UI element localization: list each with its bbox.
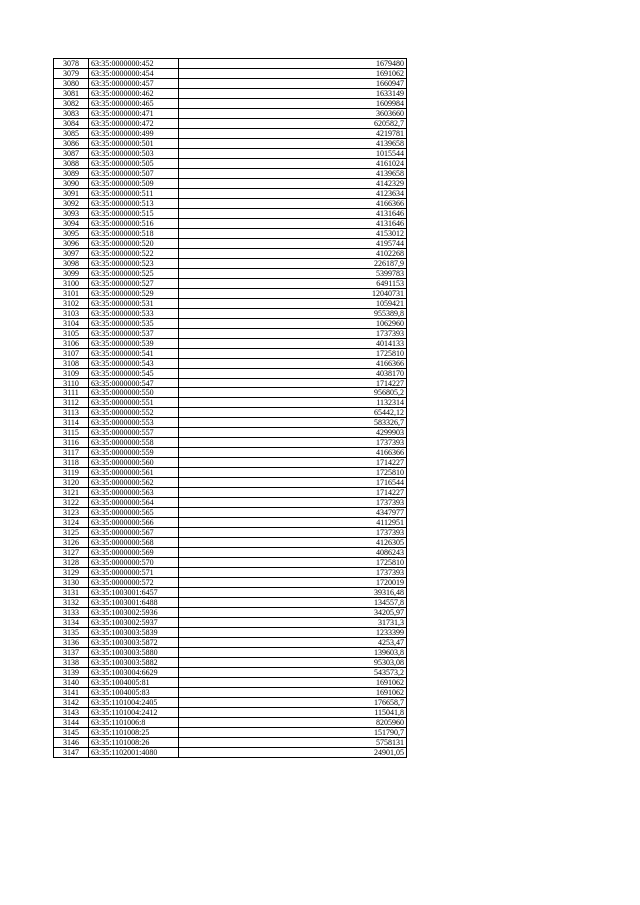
row-number-cell: 3131 [54,588,89,598]
value-cell: 4112951 [179,518,407,528]
row-number-cell: 3082 [54,98,89,108]
cadastral-number-cell: 63:35:0000000:522 [89,248,179,258]
value-cell: 4126305 [179,538,407,548]
table-row [54,538,407,548]
row-number-cell: 3104 [54,318,89,328]
table-row [54,298,407,308]
row-number-cell: 3142 [54,698,89,708]
table-row [54,128,407,138]
row-number-cell: 3147 [54,747,89,757]
cadastral-number-cell: 63:35:0000000:507 [89,168,179,178]
table-row [54,368,407,378]
row-number-cell: 3143 [54,707,89,717]
row-number-cell: 3146 [54,737,89,747]
cadastral-number-cell: 63:35:1101006:8 [89,717,179,727]
table-row [54,727,407,737]
table-row [54,88,407,98]
table-row [54,658,407,668]
value-cell: 4166366 [179,358,407,368]
row-number-cell: 3078 [54,59,89,69]
cadastral-number-cell: 63:35:0000000:543 [89,358,179,368]
cadastral-number-cell: 63:35:0000000:572 [89,578,179,588]
cadastral-number-cell: 63:35:0000000:501 [89,138,179,148]
table-row [54,428,407,438]
table-row [54,238,407,248]
cadastral-number-cell: 63:35:0000000:571 [89,568,179,578]
value-cell: 151790,7 [179,727,407,737]
value-cell: 1720019 [179,578,407,588]
row-number-cell: 3092 [54,198,89,208]
row-number-cell: 3127 [54,548,89,558]
value-cell: 12040731 [179,288,407,298]
row-number-cell: 3112 [54,398,89,408]
value-cell: 39316,48 [179,588,407,598]
cadastral-number-cell: 63:35:1101004:2405 [89,698,179,708]
value-cell: 1714227 [179,458,407,468]
value-cell: 4347977 [179,508,407,518]
table-row [54,318,407,328]
row-number-cell: 3117 [54,448,89,458]
row-number-cell: 3087 [54,148,89,158]
value-cell: 3603660 [179,108,407,118]
value-cell: 1633149 [179,88,407,98]
cadastral-number-cell: 63:35:0000000:471 [89,108,179,118]
row-number-cell: 3107 [54,348,89,358]
row-number-cell: 3135 [54,628,89,638]
value-cell: 1691062 [179,68,407,78]
table-row [54,138,407,148]
cadastral-number-cell: 63:35:0000000:472 [89,118,179,128]
value-cell: 95303,08 [179,658,407,668]
table-row [54,108,407,118]
table-row [54,118,407,128]
table-row [54,98,407,108]
row-number-cell: 3099 [54,268,89,278]
cadastral-number-cell: 63:35:0000000:562 [89,478,179,488]
cadastral-number-cell: 63:35:1003004:6629 [89,668,179,678]
row-number-cell: 3116 [54,438,89,448]
row-number-cell: 3102 [54,298,89,308]
row-number-cell: 3138 [54,658,89,668]
table-row [54,208,407,218]
table-row [54,188,407,198]
row-number-cell: 3095 [54,228,89,238]
value-cell: 8205960 [179,717,407,727]
value-cell: 4153012 [179,228,407,238]
value-cell: 4139658 [179,168,407,178]
row-number-cell: 3110 [54,378,89,388]
value-cell: 134557,8 [179,598,407,608]
table-row [54,598,407,608]
table-row [54,498,407,508]
value-cell: 5758131 [179,737,407,747]
cadastral-number-cell: 63:35:0000000:558 [89,438,179,448]
cadastral-number-cell: 63:35:0000000:531 [89,298,179,308]
value-cell: 139603,8 [179,648,407,658]
value-cell: 1737393 [179,438,407,448]
table-row [54,448,407,458]
cadastral-number-cell: 63:35:0000000:560 [89,458,179,468]
cadastral-number-cell: 63:35:0000000:535 [89,318,179,328]
cadastral-number-cell: 63:35:1003001:6488 [89,598,179,608]
row-number-cell: 3101 [54,288,89,298]
value-cell: 4253,47 [179,638,407,648]
table-row [54,568,407,578]
table-row [54,248,407,258]
table-row [54,747,407,757]
cadastral-number-cell: 63:35:0000000:465 [89,98,179,108]
value-cell: 1714227 [179,378,407,388]
cadastral-number-cell: 63:35:0000000:511 [89,188,179,198]
cadastral-number-cell: 63:35:0000000:537 [89,328,179,338]
row-number-cell: 3130 [54,578,89,588]
cadastral-number-cell: 63:35:0000000:516 [89,218,179,228]
cadastral-number-cell: 63:35:0000000:529 [89,288,179,298]
value-cell: 1609984 [179,98,407,108]
value-cell: 4142329 [179,178,407,188]
cadastral-number-cell: 63:35:1003003:5872 [89,638,179,648]
value-cell: 4086243 [179,548,407,558]
cadastral-number-cell: 63:35:0000000:505 [89,158,179,168]
cadastral-number-cell: 63:35:0000000:520 [89,238,179,248]
table-row [54,608,407,618]
cadastral-number-cell: 63:35:0000000:565 [89,508,179,518]
cadastral-value-table [53,58,407,758]
row-number-cell: 3106 [54,338,89,348]
value-cell: 1059421 [179,298,407,308]
value-cell: 620582,7 [179,118,407,128]
cadastral-number-cell: 63:35:0000000:452 [89,59,179,69]
table-row [54,168,407,178]
table-row [54,717,407,727]
table-row [54,678,407,688]
cadastral-number-cell: 63:35:0000000:561 [89,468,179,478]
row-number-cell: 3111 [54,388,89,398]
value-cell: 1716544 [179,478,407,488]
value-cell: 65442,12 [179,408,407,418]
cadastral-number-cell: 63:35:0000000:525 [89,268,179,278]
table-row [54,388,407,398]
value-cell: 5399783 [179,268,407,278]
cadastral-number-cell: 63:35:0000000:462 [89,88,179,98]
cadastral-number-cell: 63:35:1003003:5839 [89,628,179,638]
row-number-cell: 3125 [54,528,89,538]
cadastral-number-cell: 63:35:0000000:563 [89,488,179,498]
value-cell: 4161024 [179,158,407,168]
table-row [54,348,407,358]
table-row [54,158,407,168]
value-cell: 1725810 [179,558,407,568]
row-number-cell: 3115 [54,428,89,438]
cadastral-number-cell: 63:35:0000000:569 [89,548,179,558]
row-number-cell: 3084 [54,118,89,128]
table-row [54,698,407,708]
table-row [54,278,407,288]
table-row [54,548,407,558]
value-cell: 1691062 [179,678,407,688]
value-cell: 4195744 [179,238,407,248]
table-row [54,358,407,368]
row-number-cell: 3133 [54,608,89,618]
value-cell: 4014133 [179,338,407,348]
value-cell: 226187,9 [179,258,407,268]
row-number-cell: 3129 [54,568,89,578]
cadastral-number-cell: 63:35:1102001:4080 [89,747,179,757]
table-row [54,688,407,698]
value-cell: 4131646 [179,208,407,218]
row-number-cell: 3090 [54,178,89,188]
row-number-cell: 3105 [54,328,89,338]
table-row [54,218,407,228]
cadastral-number-cell: 63:35:0000000:533 [89,308,179,318]
value-cell: 4123634 [179,188,407,198]
row-number-cell: 3085 [54,128,89,138]
value-cell: 1714227 [179,488,407,498]
cadastral-number-cell: 63:35:0000000:552 [89,408,179,418]
row-number-cell: 3140 [54,678,89,688]
row-number-cell: 3126 [54,538,89,548]
table-row [54,737,407,747]
value-cell: 4139658 [179,138,407,148]
cadastral-number-cell: 63:35:0000000:515 [89,208,179,218]
cadastral-number-cell: 63:35:0000000:527 [89,278,179,288]
cadastral-number-cell: 63:35:0000000:566 [89,518,179,528]
value-cell: 24901,05 [179,747,407,757]
cadastral-number-cell: 63:35:1004005:81 [89,678,179,688]
value-cell: 4102268 [179,248,407,258]
table-row [54,59,407,69]
table-row [54,68,407,78]
value-cell: 955389,8 [179,308,407,318]
row-number-cell: 3118 [54,458,89,468]
value-cell: 1737393 [179,328,407,338]
row-number-cell: 3086 [54,138,89,148]
value-cell: 6491153 [179,278,407,288]
value-cell: 115041,8 [179,707,407,717]
value-cell: 31731,3 [179,618,407,628]
row-number-cell: 3144 [54,717,89,727]
cadastral-number-cell: 63:35:0000000:457 [89,78,179,88]
table-body [54,59,407,758]
table-row [54,258,407,268]
value-cell: 956805,2 [179,388,407,398]
cadastral-number-cell: 63:35:0000000:454 [89,68,179,78]
cadastral-number-cell: 63:35:0000000:564 [89,498,179,508]
table-row [54,707,407,717]
cadastral-number-cell: 63:35:1101004:2412 [89,707,179,717]
row-number-cell: 3103 [54,308,89,318]
row-number-cell: 3093 [54,208,89,218]
cadastral-number-cell: 63:35:1003002:5937 [89,618,179,628]
value-cell: 1233399 [179,628,407,638]
cadastral-number-cell: 63:35:1003001:6457 [89,588,179,598]
cadastral-number-cell: 63:35:0000000:559 [89,448,179,458]
table-row [54,518,407,528]
row-number-cell: 3113 [54,408,89,418]
row-number-cell: 3134 [54,618,89,628]
table-row [54,458,407,468]
cadastral-number-cell: 63:35:0000000:550 [89,388,179,398]
row-number-cell: 3136 [54,638,89,648]
row-number-cell: 3139 [54,668,89,678]
table-row [54,328,407,338]
value-cell: 176658,7 [179,698,407,708]
cadastral-number-cell: 63:35:0000000:567 [89,528,179,538]
row-number-cell: 3137 [54,648,89,658]
value-cell: 34205,97 [179,608,407,618]
cadastral-number-cell: 63:35:0000000:557 [89,428,179,438]
value-cell: 1725810 [179,468,407,478]
value-cell: 4166366 [179,198,407,208]
value-cell: 1660947 [179,78,407,88]
table-row [54,408,407,418]
value-cell: 4299903 [179,428,407,438]
table-row [54,268,407,278]
value-cell: 4131646 [179,218,407,228]
value-cell: 1679480 [179,59,407,69]
table-row [54,618,407,628]
table-row [54,308,407,318]
row-number-cell: 3094 [54,218,89,228]
row-number-cell: 3080 [54,78,89,88]
value-cell: 1737393 [179,528,407,538]
table-row [54,468,407,478]
cadastral-number-cell: 63:35:0000000:503 [89,148,179,158]
table-row [54,508,407,518]
table-row [54,288,407,298]
table-row [54,578,407,588]
table-row [54,378,407,388]
table-row [54,438,407,448]
row-number-cell: 3119 [54,468,89,478]
cadastral-number-cell: 63:35:0000000:499 [89,128,179,138]
table-row [54,488,407,498]
cadastral-number-cell: 63:35:0000000:553 [89,418,179,428]
table-row [54,628,407,638]
row-number-cell: 3120 [54,478,89,488]
cadastral-number-cell: 63:35:0000000:551 [89,398,179,408]
row-number-cell: 3114 [54,418,89,428]
row-number-cell: 3097 [54,248,89,258]
cadastral-number-cell: 63:35:0000000:570 [89,558,179,568]
value-cell: 4166366 [179,448,407,458]
value-cell: 1062960 [179,318,407,328]
row-number-cell: 3128 [54,558,89,568]
cadastral-number-cell: 63:35:1003003:5880 [89,648,179,658]
row-number-cell: 3121 [54,488,89,498]
cadastral-number-cell: 63:35:1003002:5936 [89,608,179,618]
cadastral-number-cell: 63:35:1101008:25 [89,727,179,737]
table-row [54,478,407,488]
table-row [54,638,407,648]
row-number-cell: 3096 [54,238,89,248]
table-row [54,338,407,348]
cadastral-number-cell: 63:35:0000000:568 [89,538,179,548]
table-row [54,648,407,658]
table-row [54,398,407,408]
value-cell: 1132314 [179,398,407,408]
row-number-cell: 3145 [54,727,89,737]
row-number-cell: 3081 [54,88,89,98]
value-cell: 543573,2 [179,668,407,678]
value-cell: 4219781 [179,128,407,138]
row-number-cell: 3122 [54,498,89,508]
table-row [54,198,407,208]
row-number-cell: 3088 [54,158,89,168]
row-number-cell: 3083 [54,108,89,118]
row-number-cell: 3098 [54,258,89,268]
table-row [54,78,407,88]
value-cell: 1737393 [179,498,407,508]
table-row [54,558,407,568]
table-row [54,668,407,678]
table-row [54,418,407,428]
row-number-cell: 3124 [54,518,89,528]
value-cell: 583326,7 [179,418,407,428]
value-cell: 1737393 [179,568,407,578]
cadastral-number-cell: 63:35:0000000:541 [89,348,179,358]
row-number-cell: 3109 [54,368,89,378]
cadastral-number-cell: 63:35:1101008:26 [89,737,179,747]
row-number-cell: 3100 [54,278,89,288]
row-number-cell: 3132 [54,598,89,608]
cadastral-number-cell: 63:35:1004005:83 [89,688,179,698]
table-row [54,178,407,188]
cadastral-number-cell: 63:35:0000000:509 [89,178,179,188]
row-number-cell: 3091 [54,188,89,198]
row-number-cell: 3123 [54,508,89,518]
cadastral-number-cell: 63:35:0000000:518 [89,228,179,238]
value-cell: 1015544 [179,148,407,158]
cadastral-number-cell: 63:35:0000000:523 [89,258,179,268]
cadastral-number-cell: 63:35:0000000:547 [89,378,179,388]
table-row [54,148,407,158]
value-cell: 4038170 [179,368,407,378]
row-number-cell: 3079 [54,68,89,78]
cadastral-number-cell: 63:35:1003003:5882 [89,658,179,668]
value-cell: 1691062 [179,688,407,698]
row-number-cell: 3108 [54,358,89,368]
table-row [54,588,407,598]
cadastral-number-cell: 63:35:0000000:513 [89,198,179,208]
row-number-cell: 3089 [54,168,89,178]
row-number-cell: 3141 [54,688,89,698]
table-row [54,228,407,238]
cadastral-number-cell: 63:35:0000000:545 [89,368,179,378]
table-row [54,528,407,538]
value-cell: 1725810 [179,348,407,358]
cadastral-number-cell: 63:35:0000000:539 [89,338,179,348]
